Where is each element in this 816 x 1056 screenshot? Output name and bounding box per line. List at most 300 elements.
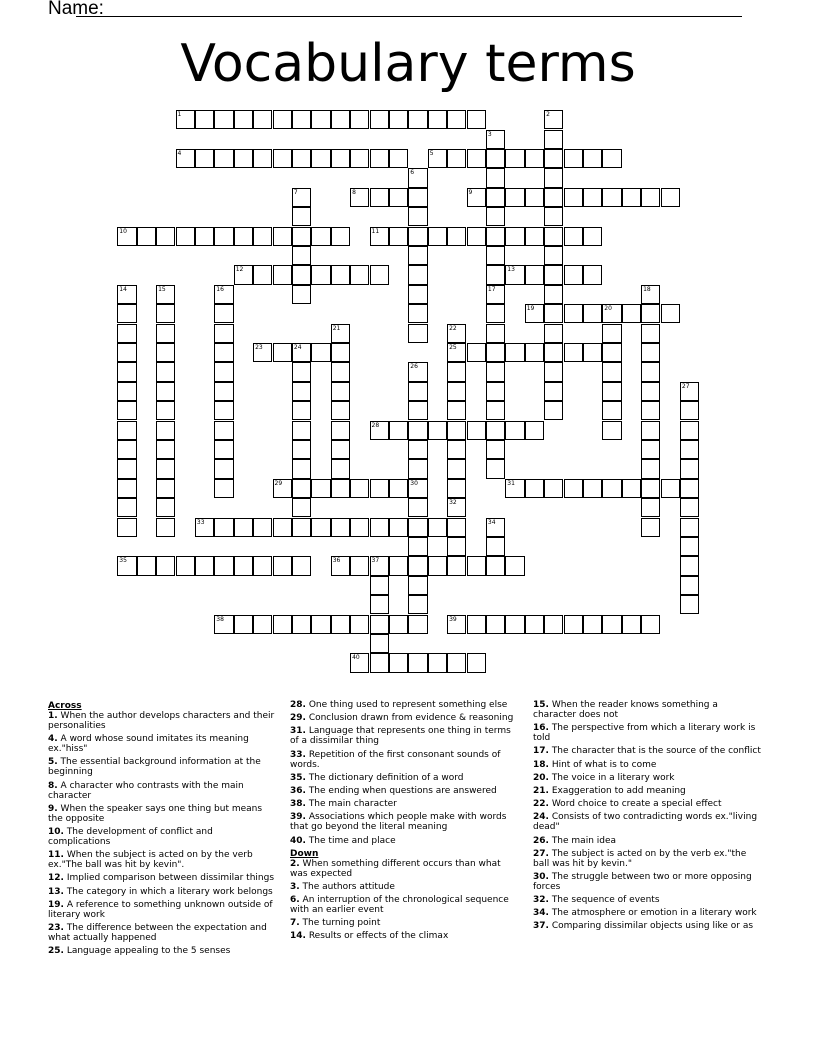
crossword-cell[interactable] — [428, 421, 447, 440]
crossword-cell[interactable] — [486, 149, 505, 168]
crossword-cell[interactable] — [428, 149, 447, 168]
crossword-cell[interactable] — [331, 556, 350, 575]
crossword-cell[interactable] — [583, 149, 602, 168]
crossword-cell[interactable] — [195, 110, 214, 129]
crossword-cell[interactable] — [641, 285, 660, 304]
crossword-cell[interactable] — [661, 479, 680, 498]
crossword-cell[interactable] — [525, 227, 544, 246]
crossword-cell[interactable] — [292, 188, 311, 207]
crossword-cell[interactable] — [447, 110, 466, 129]
crossword-cell[interactable] — [117, 401, 136, 420]
crossword-cell[interactable] — [234, 149, 253, 168]
crossword-cell[interactable] — [525, 615, 544, 634]
crossword-cell[interactable] — [486, 304, 505, 323]
crossword-cell[interactable] — [680, 382, 699, 401]
crossword-cell[interactable] — [117, 498, 136, 517]
crossword-cell[interactable] — [467, 556, 486, 575]
crossword-cell[interactable] — [389, 188, 408, 207]
crossword-cell[interactable] — [544, 479, 563, 498]
crossword-cell[interactable] — [622, 615, 641, 634]
crossword-cell[interactable] — [486, 168, 505, 187]
crossword-cell[interactable] — [292, 227, 311, 246]
crossword-cell[interactable] — [525, 149, 544, 168]
crossword-cell[interactable] — [680, 440, 699, 459]
crossword-cell[interactable] — [408, 362, 427, 381]
crossword-cell[interactable] — [447, 401, 466, 420]
crossword-cell[interactable] — [641, 401, 660, 420]
crossword-cell[interactable] — [408, 459, 427, 478]
crossword-cell[interactable] — [486, 130, 505, 149]
crossword-cell[interactable] — [273, 479, 292, 498]
crossword-cell[interactable] — [234, 227, 253, 246]
crossword-cell[interactable] — [214, 518, 233, 537]
crossword-cell[interactable] — [428, 227, 447, 246]
crossword-cell[interactable] — [389, 518, 408, 537]
crossword-cell[interactable] — [156, 401, 175, 420]
crossword-cell[interactable] — [641, 304, 660, 323]
crossword-cell[interactable] — [117, 459, 136, 478]
crossword-cell[interactable] — [408, 421, 427, 440]
crossword-cell[interactable] — [117, 227, 136, 246]
crossword-cell[interactable] — [292, 459, 311, 478]
crossword-cell[interactable] — [564, 265, 583, 284]
crossword-cell[interactable] — [564, 149, 583, 168]
crossword-cell[interactable] — [292, 479, 311, 498]
crossword-cell[interactable] — [331, 382, 350, 401]
crossword-cell[interactable] — [253, 110, 272, 129]
crossword-cell[interactable] — [292, 382, 311, 401]
crossword-cell[interactable] — [408, 479, 427, 498]
crossword-cell[interactable] — [661, 304, 680, 323]
crossword-cell[interactable] — [680, 537, 699, 556]
crossword-cell[interactable] — [641, 440, 660, 459]
crossword-cell[interactable] — [156, 343, 175, 362]
crossword-cell[interactable] — [525, 265, 544, 284]
crossword-cell[interactable] — [602, 382, 621, 401]
crossword-cell[interactable] — [370, 110, 389, 129]
crossword-cell[interactable] — [486, 207, 505, 226]
crossword-cell[interactable] — [486, 615, 505, 634]
crossword-cell[interactable] — [641, 188, 660, 207]
crossword-cell[interactable] — [156, 479, 175, 498]
crossword-cell[interactable] — [680, 556, 699, 575]
crossword-cell[interactable] — [214, 382, 233, 401]
crossword-cell[interactable] — [370, 479, 389, 498]
crossword-cell[interactable] — [447, 421, 466, 440]
crossword-cell[interactable] — [505, 227, 524, 246]
crossword-cell[interactable] — [214, 440, 233, 459]
crossword-cell[interactable] — [156, 324, 175, 343]
crossword-cell[interactable] — [467, 149, 486, 168]
crossword-cell[interactable] — [505, 556, 524, 575]
crossword-cell[interactable] — [370, 518, 389, 537]
crossword-cell[interactable] — [564, 343, 583, 362]
crossword-cell[interactable] — [544, 615, 563, 634]
crossword-cell[interactable] — [602, 304, 621, 323]
crossword-cell[interactable] — [467, 343, 486, 362]
crossword-cell[interactable] — [370, 421, 389, 440]
crossword-cell[interactable] — [331, 227, 350, 246]
crossword-cell[interactable] — [117, 479, 136, 498]
crossword-cell[interactable] — [583, 615, 602, 634]
crossword-cell[interactable] — [370, 227, 389, 246]
crossword-cell[interactable] — [253, 227, 272, 246]
crossword-cell[interactable] — [447, 537, 466, 556]
crossword-cell[interactable] — [156, 421, 175, 440]
crossword-cell[interactable] — [680, 518, 699, 537]
crossword-cell[interactable] — [331, 518, 350, 537]
crossword-cell[interactable] — [544, 343, 563, 362]
crossword-cell[interactable] — [486, 401, 505, 420]
crossword-cell[interactable] — [544, 188, 563, 207]
crossword-cell[interactable] — [117, 440, 136, 459]
crossword-cell[interactable] — [641, 362, 660, 381]
crossword-cell[interactable] — [408, 168, 427, 187]
crossword-cell[interactable] — [156, 498, 175, 517]
crossword-cell[interactable] — [370, 595, 389, 614]
crossword-cell[interactable] — [486, 285, 505, 304]
crossword-cell[interactable] — [156, 304, 175, 323]
crossword-cell[interactable] — [525, 304, 544, 323]
crossword-cell[interactable] — [467, 188, 486, 207]
crossword-cell[interactable] — [389, 421, 408, 440]
crossword-cell[interactable] — [214, 343, 233, 362]
crossword-cell[interactable] — [447, 615, 466, 634]
crossword-cell[interactable] — [641, 421, 660, 440]
crossword-cell[interactable] — [273, 227, 292, 246]
crossword-cell[interactable] — [311, 615, 330, 634]
crossword-cell[interactable] — [350, 188, 369, 207]
crossword-cell[interactable] — [486, 343, 505, 362]
crossword-cell[interactable] — [680, 595, 699, 614]
crossword-cell[interactable] — [137, 556, 156, 575]
crossword-cell[interactable] — [467, 110, 486, 129]
crossword-cell[interactable] — [214, 110, 233, 129]
crossword-cell[interactable] — [641, 459, 660, 478]
crossword-cell[interactable] — [117, 324, 136, 343]
crossword-cell[interactable] — [331, 440, 350, 459]
crossword-cell[interactable] — [447, 498, 466, 517]
crossword-cell[interactable] — [641, 518, 660, 537]
crossword-cell[interactable] — [544, 265, 563, 284]
crossword-cell[interactable] — [350, 265, 369, 284]
crossword-cell[interactable] — [273, 110, 292, 129]
crossword-cell[interactable] — [602, 479, 621, 498]
crossword-cell[interactable] — [156, 556, 175, 575]
crossword-cell[interactable] — [641, 498, 660, 517]
crossword-cell[interactable] — [214, 227, 233, 246]
crossword-cell[interactable] — [641, 382, 660, 401]
crossword-cell[interactable] — [156, 227, 175, 246]
crossword-cell[interactable] — [331, 343, 350, 362]
crossword-cell[interactable] — [622, 188, 641, 207]
crossword-cell[interactable] — [486, 459, 505, 478]
crossword-cell[interactable] — [602, 362, 621, 381]
crossword-cell[interactable] — [544, 362, 563, 381]
crossword-cell[interactable] — [389, 110, 408, 129]
crossword-cell[interactable] — [370, 556, 389, 575]
crossword-cell[interactable] — [602, 188, 621, 207]
crossword-cell[interactable] — [583, 343, 602, 362]
crossword-cell[interactable] — [331, 421, 350, 440]
crossword-cell[interactable] — [505, 421, 524, 440]
crossword-cell[interactable] — [195, 227, 214, 246]
crossword-cell[interactable] — [486, 188, 505, 207]
crossword-cell[interactable] — [408, 265, 427, 284]
crossword-cell[interactable] — [447, 362, 466, 381]
crossword-cell[interactable] — [292, 207, 311, 226]
crossword-cell[interactable] — [370, 615, 389, 634]
crossword-cell[interactable] — [292, 343, 311, 362]
crossword-cell[interactable] — [214, 304, 233, 323]
crossword-cell[interactable] — [214, 479, 233, 498]
crossword-cell[interactable] — [641, 615, 660, 634]
crossword-cell[interactable] — [525, 343, 544, 362]
crossword-cell[interactable] — [117, 382, 136, 401]
crossword-cell[interactable] — [370, 265, 389, 284]
crossword-cell[interactable] — [505, 265, 524, 284]
crossword-cell[interactable] — [350, 518, 369, 537]
crossword-cell[interactable] — [273, 149, 292, 168]
crossword-cell[interactable] — [234, 110, 253, 129]
crossword-cell[interactable] — [408, 537, 427, 556]
crossword-cell[interactable] — [176, 110, 195, 129]
crossword-cell[interactable] — [680, 459, 699, 478]
crossword-cell[interactable] — [680, 576, 699, 595]
crossword-cell[interactable] — [292, 401, 311, 420]
crossword-cell[interactable] — [253, 556, 272, 575]
crossword-cell[interactable] — [583, 227, 602, 246]
crossword-cell[interactable] — [292, 149, 311, 168]
crossword-cell[interactable] — [331, 265, 350, 284]
crossword-cell[interactable] — [505, 615, 524, 634]
crossword-cell[interactable] — [447, 382, 466, 401]
crossword-cell[interactable] — [117, 518, 136, 537]
crossword-cell[interactable] — [428, 653, 447, 672]
crossword-cell[interactable] — [389, 556, 408, 575]
crossword-cell[interactable] — [525, 421, 544, 440]
crossword-cell[interactable] — [292, 362, 311, 381]
crossword-cell[interactable] — [176, 149, 195, 168]
crossword-cell[interactable] — [505, 479, 524, 498]
crossword-cell[interactable] — [467, 615, 486, 634]
crossword-cell[interactable] — [408, 304, 427, 323]
crossword-cell[interactable] — [214, 421, 233, 440]
crossword-cell[interactable] — [117, 362, 136, 381]
crossword-cell[interactable] — [292, 421, 311, 440]
crossword-cell[interactable] — [370, 634, 389, 653]
crossword-cell[interactable] — [292, 615, 311, 634]
crossword-cell[interactable] — [408, 556, 427, 575]
crossword-cell[interactable] — [156, 440, 175, 459]
crossword-cell[interactable] — [214, 401, 233, 420]
crossword-cell[interactable] — [234, 615, 253, 634]
crossword-cell[interactable] — [234, 518, 253, 537]
crossword-cell[interactable] — [680, 401, 699, 420]
crossword-cell[interactable] — [486, 246, 505, 265]
crossword-cell[interactable] — [505, 188, 524, 207]
crossword-cell[interactable] — [214, 285, 233, 304]
crossword-cell[interactable] — [331, 615, 350, 634]
crossword-cell[interactable] — [408, 227, 427, 246]
crossword-cell[interactable] — [408, 207, 427, 226]
crossword-cell[interactable] — [525, 188, 544, 207]
crossword-cell[interactable] — [156, 362, 175, 381]
crossword-cell[interactable] — [273, 518, 292, 537]
crossword-cell[interactable] — [311, 110, 330, 129]
crossword-cell[interactable] — [544, 110, 563, 129]
crossword-cell[interactable] — [195, 518, 214, 537]
crossword-cell[interactable] — [253, 343, 272, 362]
crossword-cell[interactable] — [544, 382, 563, 401]
crossword-cell[interactable] — [234, 556, 253, 575]
crossword-cell[interactable] — [544, 246, 563, 265]
crossword-cell[interactable] — [583, 304, 602, 323]
crossword-cell[interactable] — [408, 498, 427, 517]
crossword-cell[interactable] — [680, 498, 699, 517]
crossword-cell[interactable] — [408, 382, 427, 401]
crossword-cell[interactable] — [350, 110, 369, 129]
crossword-cell[interactable] — [486, 537, 505, 556]
crossword-cell[interactable] — [117, 556, 136, 575]
crossword-cell[interactable] — [389, 479, 408, 498]
crossword-cell[interactable] — [467, 421, 486, 440]
crossword-cell[interactable] — [447, 149, 466, 168]
crossword-cell[interactable] — [564, 479, 583, 498]
crossword-cell[interactable] — [331, 362, 350, 381]
crossword-cell[interactable] — [564, 304, 583, 323]
crossword-cell[interactable] — [292, 265, 311, 284]
crossword-cell[interactable] — [156, 518, 175, 537]
crossword-cell[interactable] — [622, 304, 641, 323]
crossword-cell[interactable] — [486, 421, 505, 440]
crossword-cell[interactable] — [602, 324, 621, 343]
crossword-cell[interactable] — [447, 653, 466, 672]
crossword-cell[interactable] — [525, 479, 544, 498]
crossword-cell[interactable] — [641, 479, 660, 498]
crossword-cell[interactable] — [117, 343, 136, 362]
crossword-cell[interactable] — [408, 110, 427, 129]
crossword-cell[interactable] — [253, 265, 272, 284]
crossword-cell[interactable] — [292, 285, 311, 304]
crossword-cell[interactable] — [544, 149, 563, 168]
crossword-cell[interactable] — [486, 440, 505, 459]
crossword-cell[interactable] — [544, 130, 563, 149]
crossword-cell[interactable] — [311, 518, 330, 537]
crossword-cell[interactable] — [137, 227, 156, 246]
crossword-cell[interactable] — [273, 556, 292, 575]
crossword-cell[interactable] — [331, 459, 350, 478]
crossword-cell[interactable] — [486, 362, 505, 381]
crossword-cell[interactable] — [447, 479, 466, 498]
crossword-cell[interactable] — [680, 421, 699, 440]
crossword-cell[interactable] — [486, 265, 505, 284]
crossword-cell[interactable] — [214, 556, 233, 575]
crossword-cell[interactable] — [447, 324, 466, 343]
crossword-cell[interactable] — [428, 518, 447, 537]
crossword-cell[interactable] — [602, 615, 621, 634]
crossword-cell[interactable] — [214, 459, 233, 478]
crossword-cell[interactable] — [176, 556, 195, 575]
crossword-cell[interactable] — [661, 188, 680, 207]
crossword-cell[interactable] — [292, 110, 311, 129]
crossword-cell[interactable] — [234, 265, 253, 284]
crossword-cell[interactable] — [641, 343, 660, 362]
crossword-cell[interactable] — [156, 285, 175, 304]
crossword-cell[interactable] — [389, 615, 408, 634]
crossword-cell[interactable] — [408, 285, 427, 304]
crossword-cell[interactable] — [602, 421, 621, 440]
crossword-cell[interactable] — [214, 149, 233, 168]
crossword-cell[interactable] — [641, 324, 660, 343]
crossword-cell[interactable] — [583, 479, 602, 498]
crossword-cell[interactable] — [350, 653, 369, 672]
crossword-cell[interactable] — [331, 110, 350, 129]
crossword-cell[interactable] — [311, 479, 330, 498]
crossword-cell[interactable] — [544, 324, 563, 343]
crossword-cell[interactable] — [544, 227, 563, 246]
crossword-cell[interactable] — [273, 265, 292, 284]
crossword-cell[interactable] — [602, 149, 621, 168]
crossword-cell[interactable] — [408, 324, 427, 343]
crossword-cell[interactable] — [176, 227, 195, 246]
crossword-cell[interactable] — [389, 149, 408, 168]
crossword-cell[interactable] — [486, 518, 505, 537]
crossword-cell[interactable] — [447, 556, 466, 575]
crossword-cell[interactable] — [408, 615, 427, 634]
crossword-cell[interactable] — [370, 653, 389, 672]
crossword-cell[interactable] — [467, 227, 486, 246]
crossword-cell[interactable] — [331, 479, 350, 498]
crossword-cell[interactable] — [447, 227, 466, 246]
crossword-cell[interactable] — [408, 440, 427, 459]
crossword-cell[interactable] — [583, 265, 602, 284]
crossword-cell[interactable] — [389, 653, 408, 672]
crossword-cell[interactable] — [331, 401, 350, 420]
crossword-cell[interactable] — [292, 440, 311, 459]
crossword-cell[interactable] — [544, 304, 563, 323]
crossword-cell[interactable] — [447, 518, 466, 537]
crossword-cell[interactable] — [214, 362, 233, 381]
crossword-cell[interactable] — [544, 285, 563, 304]
crossword-cell[interactable] — [408, 246, 427, 265]
crossword-cell[interactable] — [195, 149, 214, 168]
crossword-cell[interactable] — [447, 343, 466, 362]
crossword-cell[interactable] — [214, 324, 233, 343]
crossword-cell[interactable] — [544, 168, 563, 187]
crossword-cell[interactable] — [273, 343, 292, 362]
crossword-cell[interactable] — [156, 382, 175, 401]
crossword-cell[interactable] — [544, 401, 563, 420]
crossword-cell[interactable] — [564, 615, 583, 634]
crossword-cell[interactable] — [486, 382, 505, 401]
crossword-cell[interactable] — [311, 227, 330, 246]
crossword-cell[interactable] — [622, 479, 641, 498]
crossword-cell[interactable] — [253, 615, 272, 634]
crossword-cell[interactable] — [273, 615, 292, 634]
crossword-cell[interactable] — [408, 188, 427, 207]
crossword-cell[interactable] — [117, 421, 136, 440]
crossword-cell[interactable] — [544, 207, 563, 226]
crossword-cell[interactable] — [156, 459, 175, 478]
crossword-cell[interactable] — [447, 459, 466, 478]
crossword-cell[interactable] — [505, 149, 524, 168]
crossword-cell[interactable] — [602, 343, 621, 362]
crossword-cell[interactable] — [195, 556, 214, 575]
crossword-cell[interactable] — [214, 615, 233, 634]
crossword-cell[interactable] — [602, 401, 621, 420]
crossword-cell[interactable] — [408, 576, 427, 595]
